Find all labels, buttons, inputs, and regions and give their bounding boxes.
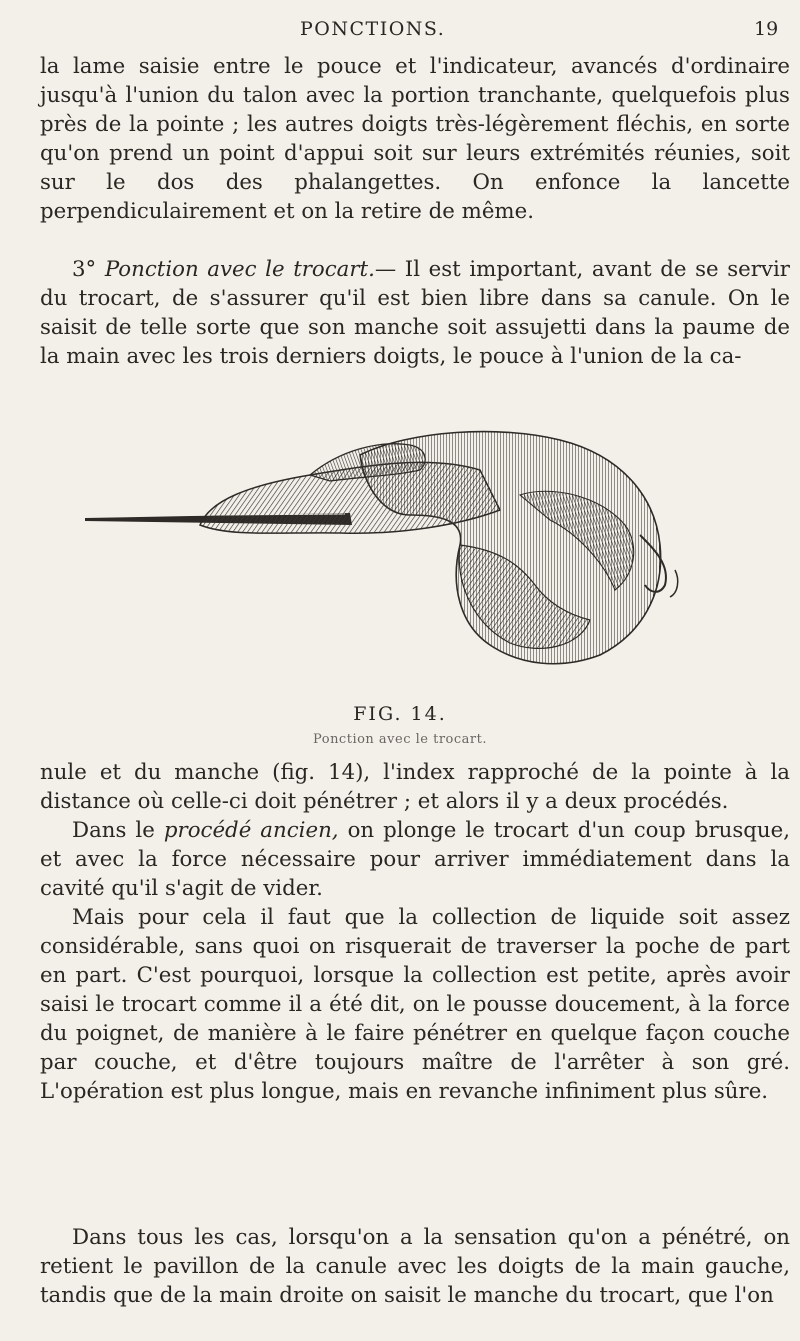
paragraph-trocart	[40, 255, 790, 371]
paragraph-text: nule et du manche (fig. 14), l'index rapproché de la pointe à la distance où celle-ci doit pénétrer ; et alors il y a deux procédés.	[40, 760, 790, 814]
paragraph-text: Dans tous les cas, lorsqu'on a la sensation qu'on a pénétré, on retient le pavillon de la canule avec les doigts de la main gauche, tandis que de la main droite on saisit le manche du trocart, que l'on	[40, 1225, 790, 1308]
section-number: 3°	[72, 257, 97, 282]
engraving-hand-holding-trocar	[80, 415, 700, 685]
running-head: PONCTIONS.	[300, 18, 446, 40]
paragraph-text: Mais pour cela il faut que la collection de liquide soit assez considérable, sans quoi on risquerait de traverser la poche de part en part. C'est pourquoi, lorsque la collection est petite, après avoir saisi le trocart comme il a été dit, on le pousse doucement, à la force du poignet, de manière à le faire pénétrer en quelque façon couche par couche, et d'être toujours maître de l'arrêter à son gré. L'opération est plus longue, mais en revanche infiniment plus sûre.	[40, 905, 790, 1104]
paragraph-ancient-method	[40, 816, 790, 903]
paragraph-text: la lame saisie entre le pouce et l'indicateur, avancés d'ordinaire jusqu'à l'union du talon avec la portion tranchante, quelquefois plus près de la pointe ; les autres doigts très-légèrement fléchis, en sorte qu'on prend un point d'appui soit sur leurs extrémités réunies, soit sur le dos des phalangettes. On enfonce la lancette perpendiculairement et on la retire de même.	[40, 54, 790, 224]
paragraph-slow-method	[40, 903, 790, 1106]
paragraph-text: — Il est important, avant de se servir du trocart, de s'assurer qu'il est bien libre dans sa canule. On le saisit de telle sorte que son manche soit assujetti dans la paume de la main avec les trois derniers doigts, le pouce à l'union de la ca-	[40, 257, 790, 369]
paragraph-lancet	[40, 52, 790, 226]
figure-title: Ponction avec le trocart.	[313, 732, 487, 747]
paragraph-continuation	[40, 758, 790, 816]
figure-hand-trocar	[80, 415, 700, 685]
method-name: procédé ancien,	[163, 818, 339, 843]
page-number: 19	[754, 18, 779, 40]
page-header	[0, 18, 800, 46]
paragraph-text-pre: Dans le	[72, 818, 155, 843]
paragraph-all-cases	[40, 1223, 790, 1310]
figure-label: FIG. 14.	[353, 703, 447, 725]
section-title: Ponction avec le trocart.	[104, 257, 375, 282]
paragraph-text-post: on plonge le trocart d'un coup brusque, et avec la force nécessaire pour arriver immédiatement dans la cavité qu'il s'agit de vider.	[40, 818, 790, 901]
